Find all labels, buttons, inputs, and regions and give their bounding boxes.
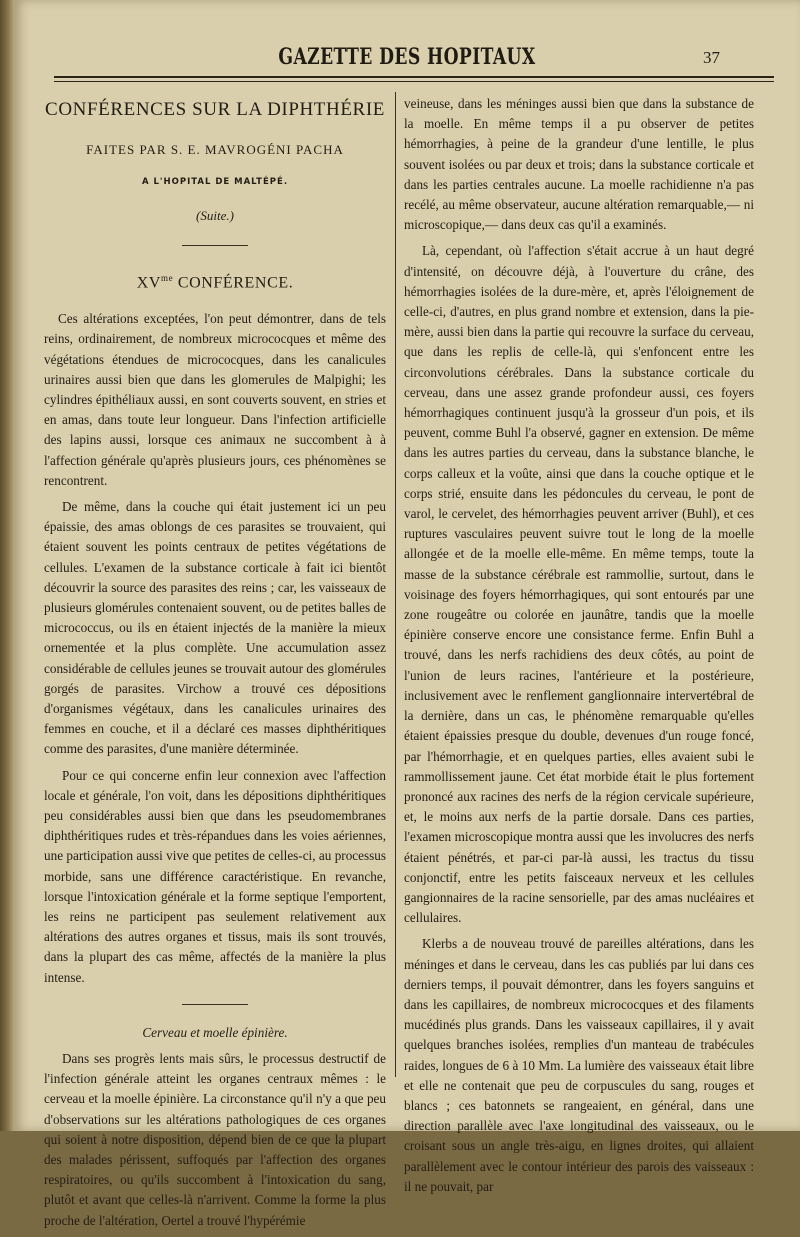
right-column xyxy=(404,94,754,1203)
running-head xyxy=(54,44,760,74)
journal-title: GAZETTE DES HOPITAUX xyxy=(278,44,536,70)
header-rule xyxy=(54,76,774,78)
lecture-word: CONFÉRENCE. xyxy=(177,273,294,291)
page-number: 37 xyxy=(703,48,720,67)
article-title: CONFÉRENCES SUR LA DIPHTHÉRIE xyxy=(45,99,385,120)
lecture-superscript: me xyxy=(161,272,174,283)
paragraph: Klerbs a de nouveau trouvé de pareilles altérations, dans les méninges et dans le cerveau, dans les cas publiés par lui dans ces derniers temps, il pouvait démontrer, dans les foyers sanguins et dans les capillaires, de nombreux micrococques et des filaments mucédinés plus grands. Dans les vaisseaux capillaires, il y avait quelques branches isolées, remplies d'un manteau de trabécules raides, longues de 6 à 10 Mm. La lumière des vaisseaux était libre et elle ne contenait que peu de corpuscules du sang, rouges et blancs ; ces batonnets se rangeaient, en général, dans une direction parallèle avec l'axe longitudinal des vaisseaux, ou le croisant sous un angle très-aigu, en lignes droites, qui allaient parallèlement avec le contour intérieur des parois des vaisseaux : il ne pouvait, par xyxy=(404,936,754,1194)
paragraph: Là, cependant, où l'affection s'était accrue à un haut degré d'intensité, on découvre déjà, à l'ouverture du crâne, des hémorrhagies isolées de la dure-mère, et, après l'éloignement de celle-ci, d'autres, en plus grand nombre et extension, dans la pie-mère, aussi bien dans la partie qui recouvre la surface du cerveau, que dans les replis de celle-là, qui s'enfoncent entre les circonvolutions cérébrales. Dans la substance corticale du cerveau, dans une assez grande profondeur aussi, ces foyers hémorrhagiques continuent jusqu'à la grosseur d'un pois, et ils peuvent, comme Buhl l'a observé, gagner en extension. De même dans les autres parties du cerveau, dans la substance blanche, le corps calleux et la voûte, ainsi que dans la couche optique et le corps strié, ensuite dans les pédoncules du cerveau, le pont de varol, le cervelet, des hémorrhagies peuvent arriver (Buhl), et ces ruptures vasculaires peuvent suivre tout le long de la moelle allongée et de la moelle elle-même. En même temps, toute la masse de la substance cérébrale est rammollie, surtout, dans le voisinage des foyers hémorrhagiques, qui sont entourés par une zone rougeâtre ou colorée en jaunâtre, tandis que la moelle épinière conserve encore une consistance ferme. Enfin Buhl a trouvé, dans les nerfs rachidiens des deux côtés, au point de l'union de leurs racines, l'antérieure et la postérieure, inclusivement avec le renflement ganglionnaire intervertébral de la dernière, dans un cas, le phénomène remarquable qu'elles étaient épaissies presque du double, devenues d'un rouge foncé, par l'hémorrhagie, et en quelques parties, elles avaient subi le rammollissement jaune. Cet état morbide était le plus fortement prononcé aux racines des nerfs de la région cervicale supérieure, et, le moins aux nerfs de la partie dorsale. Dans ces parties, l'examen microscopique montra aussi que les involucres des nerfs étaient pénétrés, et par-ci par-là aussi, les tractus du tissu conjonctif, entre les petits faisceaux nerveux et les cellules gangionnaires de la racine sensorielle, par des amas nucléaires et cellulaires. xyxy=(404,243,754,926)
left-column xyxy=(44,94,386,1237)
paragraph: Ces altérations exceptées, l'on peut démontrer, dans de tels reins, ordinairement, de nombreux micrococques et même des végétations étendues de micrococques, dans les canalicules urinaires aussi bien que dans les glomerules de Malpighi; les cylindres épithéliaux aussi, en sont couverts souvent, en stries et en amas, dans toute leur longueur. Dans l'infection artificielle des lapins aussi, lorsque ces animaux ne succombent à à l'affection générale qu'après plusieurs jours, ces phénomènes se rencontrent. xyxy=(44,311,386,488)
newspaper-page xyxy=(14,0,800,1228)
column-divider xyxy=(395,92,396,1077)
paragraph: Dans ses progrès lents mais sûrs, le processus destructif de l'infection générale atteint les organes centraux mêmes : le cerveau et la moelle épinière. La circonstance qu'il n'y a que peu d'observations sur les altérations pathologiques de ces organes qui soient à notre disposition, dépend bien de ce que la plupart des malades périssent, suffoqués par l'affection des organes respiratoires, ou qu'ils succombent à l'intoxication du sang, plutôt et avant que celles-là n'arrivent. Comme la forme la plus proche de l'altération, Oertel a trouvé l'hypérémie xyxy=(44,1051,386,1228)
paragraph: De même, dans la couche qui était justement ici un peu épaissie, des amas oblongs de ces parasites se trouvaient, qui étaient souvent les points centraux de petites végétations de cellules. L'examen de la substance corticale à fait ici bientôt découvrir la source des parasites des reins ; car, les vaisseaux de plusieurs glomérules contenaient souvent, ou de petites balles de micrococcus, ou ils en étaient injectés de la manière la mieux ornementée et la plus complète. Une accumulation assez considérable de cellules jeunes se trouvait autour des glomérules gorgés de parasites. Virchow a trouvé ces dépositions d'organismes végétaux, dans les canalicules urinaires des femmes en couche, et il a déclaré ces masses diphthéritiques comme des parasites, d'une manière déterminée. xyxy=(44,498,386,757)
article-continuation: (Suite.) xyxy=(196,208,234,224)
lecture-heading xyxy=(44,268,386,294)
section-heading: Cerveau et moelle épinière. xyxy=(142,1024,288,1040)
title-rule xyxy=(182,245,248,246)
paragraph: Pour ce qui concerne enfin leur connexion avec l'affection locale et générale, l'on voit, dans les dépositions diphthéritiques peu considérables aussi bien que dans les pseudomembranes diphthéritiques rudes et très-répandues dans les voies aériennes, une participation aussi vive que petites de celles-ci, au processus morbide, sans une différence caractéristique. En revanche, lorsque l'intoxication générale et la forme septique l'emportent, les reins ne participent pas seulement relativement aux altérations des autres organes et tissus, mais ils sont trouvés, dans la plupart des cas même, affectés de la manière la plus intense. xyxy=(44,767,386,985)
header-rule-thin xyxy=(54,81,774,82)
section-rule xyxy=(182,1004,248,1005)
book-binding-edge xyxy=(0,0,14,1131)
lecture-number: XV xyxy=(136,273,161,291)
article-place: A L'HOPITAL DE MALTÉPÉ. xyxy=(141,177,289,188)
article-subtitle: FAITES PAR S. E. MAVROGÉNI PACHA xyxy=(86,142,344,157)
paragraph: veineuse, dans les méninges aussi bien que dans la substance de la moelle. En même temps il a pu observer de petites hémorrhagies, à peine de la grandeur d'une lentille, le plus souvent isolées ou par deux et trois; dans la substance corticale et dans les parties centrales aucune. La moelle rachidienne n'a pas recélé, au même observateur, aucune altération remarquable,— ni microscopique,— dans deux cas qu'il a examinés. xyxy=(404,96,754,233)
